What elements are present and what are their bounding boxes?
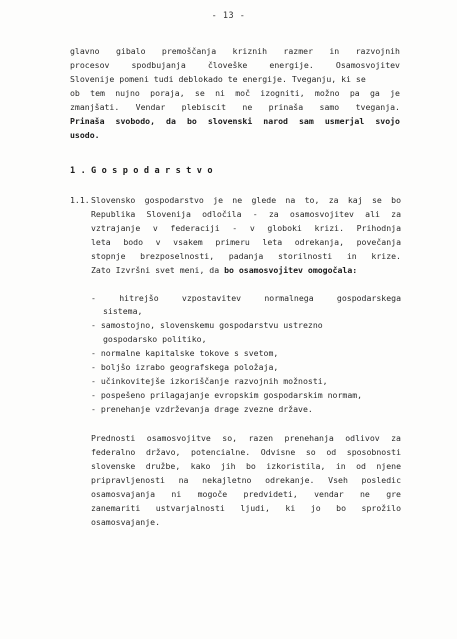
bullet-item-7: - prenehanje vzdrževanja drage zvezne države. — [91, 404, 313, 414]
bullet-item-6: - pospešeno prilagajanje evropskim gospodarskim normam, — [91, 390, 363, 400]
closing-line-7: osamosvajanje. — [91, 517, 161, 527]
subsection-line-4: leta bodo v vsakem primeru leta odrekanja, povečanja — [91, 237, 401, 247]
subsection-last-line-bold: bo osamosvojitev omogočala: — [224, 265, 358, 275]
subsection-line-2: Republika Slovenija odločila - za osamosvojitev ali za — [91, 209, 401, 219]
closing-line-6: zanemariti ustvarjalnosti ljudi, ki jo bo sprožilo — [91, 503, 401, 513]
subsection-last-line-plain: Zato Izvršni svet meni, da — [91, 265, 225, 275]
closing-line-5: osamosvajanja ni mogoče predvideti, vendar ne gre — [91, 489, 401, 499]
bullet-item-1-cont: sistema, — [103, 306, 143, 316]
subsection-line-3: vztrajanje v federaciji - v globoki krizi. Prihodnja — [91, 223, 401, 233]
closing-line-2: federalno državo, potencialne. Odvisne so od sposobnosti — [91, 447, 401, 457]
bullet-item-2: - samostojno, slovenskemu gospodarstvu ustrezno — [91, 320, 323, 330]
bullet-item-4: - boljšo izrabo geografskega položaja, — [91, 362, 279, 372]
intro-line-1: glavno gibalo premoščanja kriznih razmer in razvojnih — [70, 46, 400, 56]
section-number: 1. — [70, 166, 92, 176]
subsection-last-line — [91, 265, 357, 275]
page-number: - 13 - — [211, 11, 246, 21]
intro-line-2: procesov spodbujanja človeške energije. Osamosvojitev — [70, 60, 400, 70]
closing-line-4: pripravljenosti na nekajletno odrekanje. Vseh posledic — [91, 475, 401, 485]
bullet-item-3: - normalne kapitalske tokove s svetom, — [91, 348, 279, 358]
bullet-item-1: - hitrejšo vzpostavitev normalnega gospodarskega — [91, 293, 401, 303]
intro-line-5: zmanjšati. Vendar plebiscit ne prinaša samo tveganja. — [70, 102, 400, 112]
intro-line-4: ob tem nujno poraja, se ni moč izogniti, možno pa ga je — [70, 88, 400, 98]
bullet-item-2-cont: gospodarsko politiko, — [103, 334, 207, 344]
intro-bold-line-1: Prinaša svobodo, da bo slovenski narod sam usmerjal svojo — [70, 116, 400, 126]
bullet-item-5: - učinkovitejše izkoriščanje razvojnih možnosti, — [91, 376, 328, 386]
closing-line-3: slovenske družbe, kako jih bo izkoristila, in od njene — [91, 461, 401, 471]
subsection-number: 1.1. — [70, 195, 90, 205]
closing-line-1: Prednosti osamosvojitve so, razen prenehanja odlivov za — [91, 433, 401, 443]
intro-bold-line-2: usodo. — [70, 130, 100, 140]
subsection-line-5: stopnje brezposelnosti, padanja storilnosti in krize. — [91, 251, 401, 261]
subsection-line-1: Slovensko gospodarstvo je ne glede na to, za kaj se bo — [91, 195, 401, 205]
intro-line-3: Slovenije pomeni tudi deblokado te energije. Tveganju, ki se — [70, 74, 366, 84]
section-title: Gospodarstvo — [91, 166, 218, 176]
